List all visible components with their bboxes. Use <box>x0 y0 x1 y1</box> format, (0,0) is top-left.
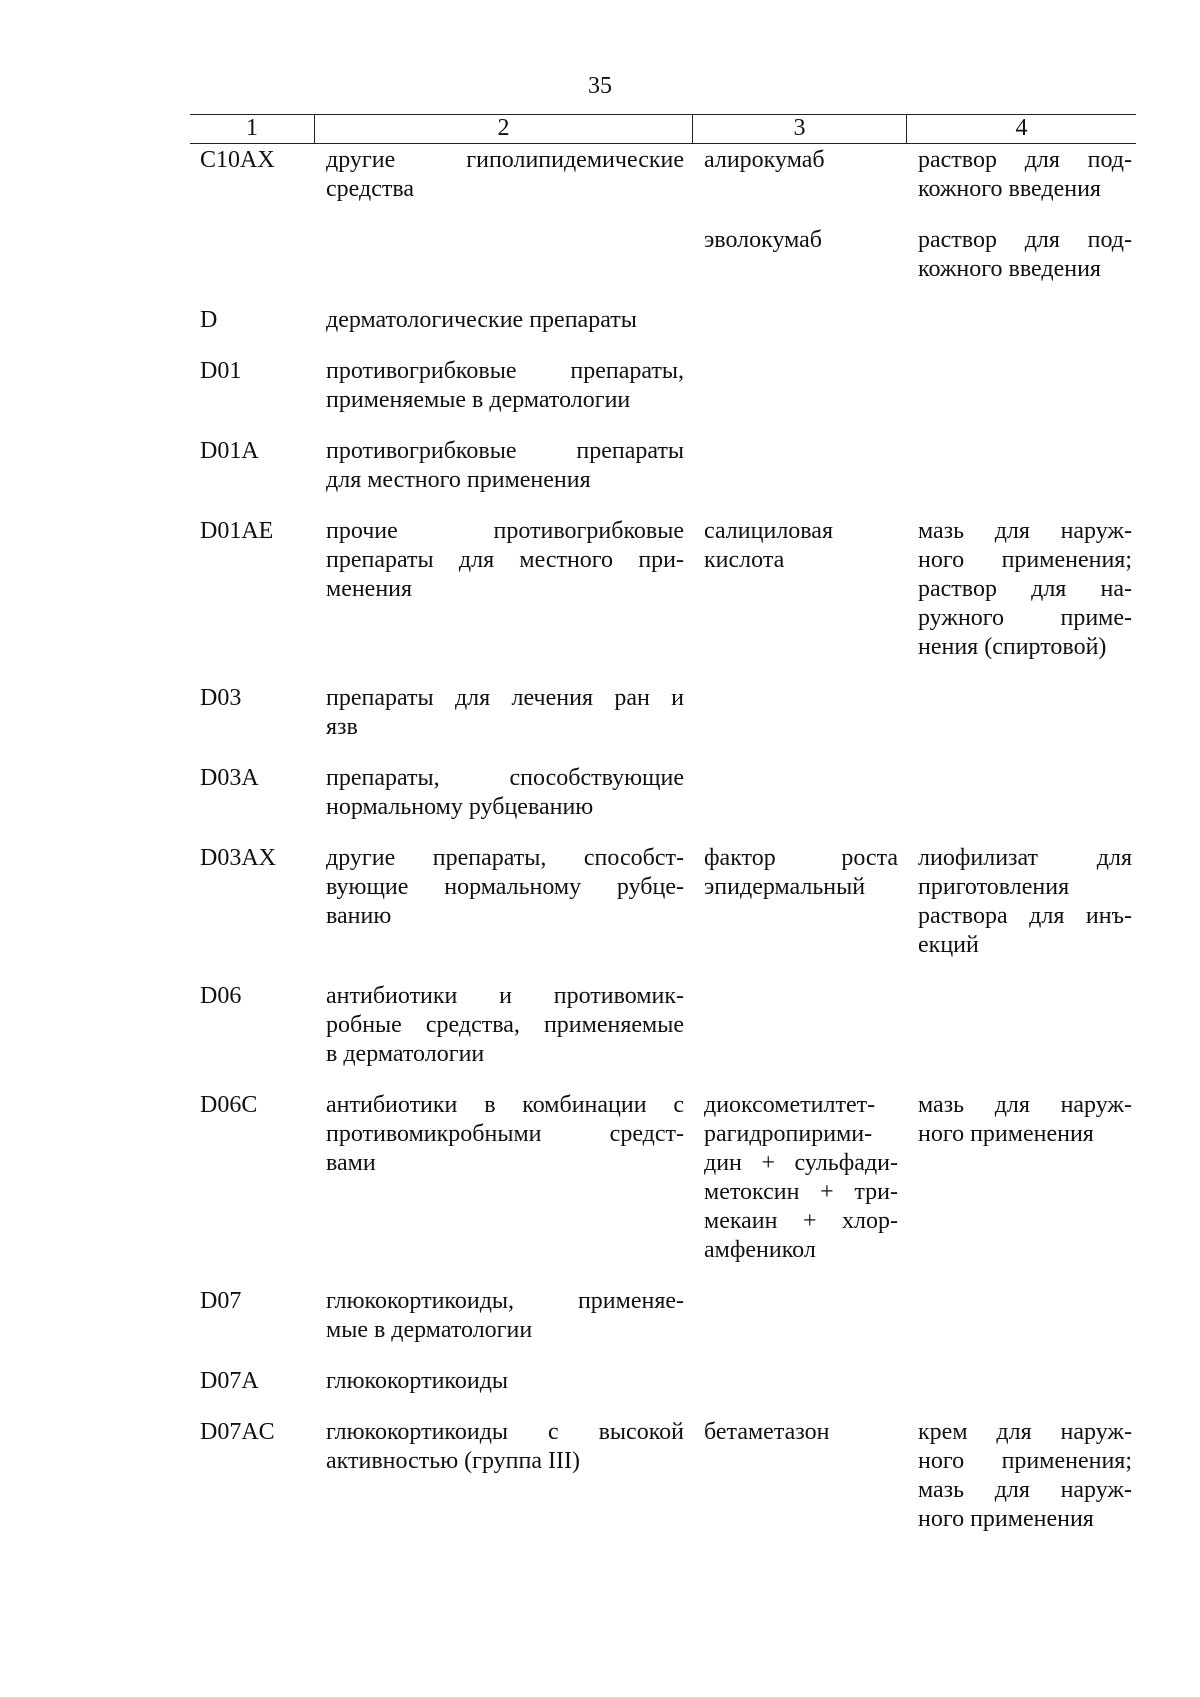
dosage-form <box>906 357 1136 415</box>
table-header <box>190 114 1136 144</box>
group-name <box>314 1367 692 1396</box>
cell-line: ного применения <box>918 1506 1094 1532</box>
cell-line: эпидермальный <box>704 874 866 900</box>
cell-line: дин + сульфади- <box>704 1150 898 1176</box>
page-number: 35 <box>588 73 612 99</box>
cell-line: мые в дерматологии <box>326 1317 533 1343</box>
cell-line: противогрибковые препараты, <box>326 358 684 384</box>
cell-line: противомикробными средст- <box>326 1121 684 1147</box>
atc-code <box>190 226 314 284</box>
table-row <box>190 684 1136 742</box>
dosage-form <box>906 844 1136 960</box>
table-row <box>190 982 1136 1069</box>
cell-line: другие препараты, способст- <box>326 845 684 871</box>
cell-line: нения (спиртовой) <box>918 634 1107 660</box>
cell-line: вами <box>326 1150 376 1176</box>
drug-name <box>692 517 906 662</box>
cell-line: противогрибковые препараты <box>326 438 684 464</box>
drug-name <box>692 844 906 960</box>
group-name <box>314 1418 692 1534</box>
cell-line: глюкокортикоиды, применяе- <box>326 1288 684 1314</box>
drug-name <box>692 1091 906 1265</box>
atc-code: D06 <box>200 983 242 1009</box>
group-name <box>314 517 692 662</box>
cell-line: другие гиполипидемические <box>326 147 684 173</box>
cell-line: бетаметазон <box>704 1419 830 1445</box>
cell-line: прочие противогрибковые <box>326 518 684 544</box>
cell-line: антибиотики в комбинации с <box>326 1092 684 1118</box>
table-row <box>190 437 1136 495</box>
cell-line: мазь для наруж- <box>918 1092 1132 1118</box>
cell-line: кислота <box>704 547 785 573</box>
table-row <box>190 764 1136 822</box>
drug-name <box>692 437 906 495</box>
cell-line: язв <box>326 714 358 740</box>
drug-name <box>692 1418 906 1534</box>
column-header-3: 3 <box>692 115 906 143</box>
cell-line: фактор роста <box>704 845 898 871</box>
table-row <box>190 1091 1136 1265</box>
column-header-2: 2 <box>314 115 692 143</box>
dosage-form <box>906 517 1136 662</box>
drug-name <box>692 146 906 204</box>
group-name <box>314 226 692 284</box>
drug-name <box>692 1367 906 1396</box>
cell-line: мазь для наруж- <box>918 518 1132 544</box>
group-name <box>314 764 692 822</box>
cell-line: амфеникол <box>704 1237 816 1263</box>
group-name <box>314 684 692 742</box>
atc-code: D07A <box>200 1368 259 1394</box>
cell-line: препараты для местного при- <box>326 547 684 573</box>
dosage-form <box>906 437 1136 495</box>
cell-line: алирокумаб <box>704 147 825 173</box>
dosage-form <box>906 1091 1136 1265</box>
atc-code: D01AE <box>200 518 274 544</box>
cell-line: менения <box>326 576 413 602</box>
cell-line: кожного введения <box>918 176 1101 202</box>
dosage-form <box>906 306 1136 335</box>
cell-line: раствор для под- <box>918 147 1132 173</box>
drug-name <box>692 306 906 335</box>
atc-code: D01 <box>200 358 242 384</box>
table-row <box>190 844 1136 960</box>
atc-code: D07AC <box>200 1419 275 1445</box>
cell-line: мазь для наруж- <box>918 1477 1132 1503</box>
dosage-form <box>906 146 1136 204</box>
dosage-form <box>906 982 1136 1069</box>
dosage-form <box>906 764 1136 822</box>
atc-code: D07 <box>200 1288 242 1314</box>
group-name <box>314 844 692 960</box>
cell-line: для местного применения <box>326 467 591 493</box>
atc-code: D03 <box>200 685 242 711</box>
cell-line: раствор для под- <box>918 227 1132 253</box>
group-name <box>314 306 692 335</box>
group-name <box>314 437 692 495</box>
cell-line: антибиотики и противомик- <box>326 983 684 1009</box>
cell-line: робные средства, применяемые <box>326 1012 684 1038</box>
atc-code: D03AX <box>200 845 276 871</box>
cell-line: крем для наруж- <box>918 1419 1132 1445</box>
cell-line: лиофилизат для <box>918 845 1132 871</box>
cell-line: ного применения; <box>918 547 1132 573</box>
cell-line: приготовления <box>918 874 1070 900</box>
table-row <box>190 1418 1136 1534</box>
group-name <box>314 1091 692 1265</box>
atc-code: C10AX <box>200 147 275 173</box>
cell-line: в дерматологии <box>326 1041 485 1067</box>
cell-line: применяемые в дерматологии <box>326 387 631 413</box>
cell-line: ванию <box>326 903 392 929</box>
cell-line: ного применения <box>918 1121 1094 1147</box>
drug-name <box>692 357 906 415</box>
cell-line: глюкокортикоиды с высокой <box>326 1419 684 1445</box>
atc-code: D01A <box>200 438 259 464</box>
cell-line: глюкокортикоиды <box>326 1368 509 1394</box>
drug-name <box>692 684 906 742</box>
cell-line: ружного приме- <box>918 605 1132 631</box>
cell-line: мекаин + хлор- <box>704 1208 898 1234</box>
table-row <box>190 1287 1136 1345</box>
table-row <box>190 306 1136 335</box>
drug-name <box>692 226 906 284</box>
atc-code: D03A <box>200 765 259 791</box>
table-row <box>190 357 1136 415</box>
dosage-form <box>906 684 1136 742</box>
cell-line: салициловая <box>704 518 833 544</box>
cell-line: диоксометилтет- <box>704 1092 876 1118</box>
cell-line: екций <box>918 932 979 958</box>
group-name <box>314 146 692 204</box>
cell-line: нормальному рубцеванию <box>326 794 594 820</box>
cell-line: препараты, способствующие <box>326 765 684 791</box>
group-name <box>314 357 692 415</box>
cell-line: активностью (группа III) <box>326 1448 580 1474</box>
cell-line: дерматологические препараты <box>326 307 637 333</box>
dosage-form <box>906 1367 1136 1396</box>
drug-name <box>692 764 906 822</box>
cell-line: раствора для инъ- <box>918 903 1132 929</box>
dosage-form <box>906 1418 1136 1534</box>
drug-name <box>692 1287 906 1345</box>
cell-line: средства <box>326 176 415 202</box>
cell-line: эволокумаб <box>704 227 823 253</box>
table-row <box>190 146 1136 204</box>
atc-code: D06C <box>200 1092 258 1118</box>
cell-line: препараты для лечения ран и <box>326 685 684 711</box>
table-row <box>190 226 1136 284</box>
table-body <box>190 146 1136 1534</box>
group-name <box>314 982 692 1069</box>
group-name <box>314 1287 692 1345</box>
cell-line: метоксин + три- <box>704 1179 898 1205</box>
cell-line: вующие нормальному рубце- <box>326 874 684 900</box>
drug-name <box>692 982 906 1069</box>
dosage-form <box>906 226 1136 284</box>
table-row <box>190 517 1136 662</box>
column-header-4: 4 <box>906 115 1136 143</box>
table-row <box>190 1367 1136 1396</box>
dosage-form <box>906 1287 1136 1345</box>
atc-code: D <box>200 307 218 333</box>
column-header-1: 1 <box>246 115 258 141</box>
cell-line: ного применения; <box>918 1448 1132 1474</box>
cell-line: раствор для на- <box>918 576 1132 602</box>
cell-line: кожного введения <box>918 256 1101 282</box>
cell-line: рагидропирими- <box>704 1121 873 1147</box>
